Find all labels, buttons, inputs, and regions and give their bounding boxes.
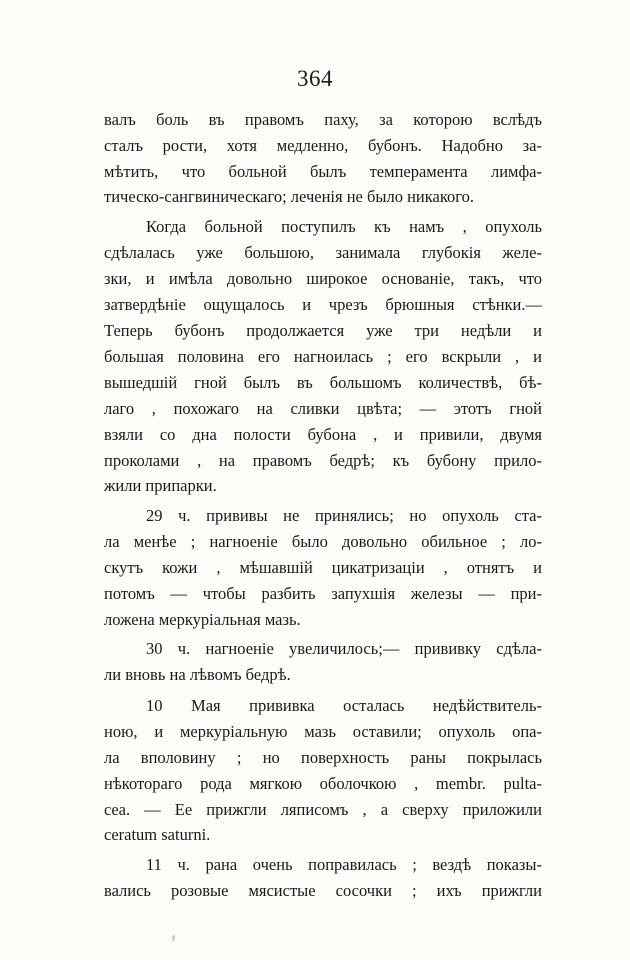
text-line: зки, и имѣла довольно широкое основаніе, такъ, что — [104, 269, 542, 288]
text-line: cea. — Ее прижгли ляписомъ , а сверху приложили — [104, 800, 542, 819]
text-line: 29 ч. прививы не принялись; но опухоль ста- — [146, 506, 542, 525]
text-line: 11 ч. рана очень поправилась ; вездѣ показы- — [146, 855, 542, 874]
text-line: вались розовые мясистые сосочки ; ихъ прижгли — [104, 881, 542, 900]
text-line: потомъ — чтобы разбить запухшія железы — при- — [104, 584, 542, 603]
text-line: скутъ кожи , мѣшавшій цикатризаціи , отнятъ и — [104, 558, 542, 577]
text-line: вышедшій гной былъ въ большомъ количествѣ, бѣ- — [104, 373, 542, 392]
text-line: Теперь бубонъ продолжается уже три недѣли и — [104, 321, 542, 340]
text-line: мѣтить, что больной былъ темперамента лимфа- — [104, 162, 542, 181]
text-line: сдѣлалась уже большою, занимала глубокія желе- — [104, 243, 542, 262]
text-line: ceratum saturni. — [104, 825, 211, 844]
text-line: ла вполовину ; но поверхность раны покрылась — [104, 748, 542, 767]
text-line: лаго , похожаго на сливки цвѣта; — этотъ гной — [104, 399, 542, 418]
text-line: нѣкотораго рода мягкою оболочкою , membr. pulta- — [104, 774, 542, 793]
text-line: 30 ч. нагноеніе увеличилось;— прививку сдѣла- — [146, 639, 542, 658]
text-line: проколами , на правомъ бедрѣ; къ бубону прило- — [104, 451, 542, 470]
text-line: валъ боль въ правомъ паху, за которою вслѣдъ — [104, 110, 542, 129]
text-line: ложена меркуріальная мазь. — [104, 610, 301, 629]
text-line: жили припарки. — [104, 476, 217, 495]
text-line: ною, и меркуріальную мазь оставили; опухоль опа- — [104, 722, 542, 741]
text-line: 10 Мая прививка осталась недѣйствитель- — [146, 696, 542, 715]
text-line: ли вновь на лѣвомъ бедрѣ. — [104, 665, 291, 684]
text-line: затвердѣніе ощущалось и чрезъ брюшныя стѣнки.— — [104, 295, 542, 314]
text-line: взяли со дна полости бубона , и привили, двумя — [104, 425, 542, 444]
text-line: Когда больной поступилъ къ намъ , опухоль — [146, 217, 542, 236]
text-line: большая половина его нагноилась ; его вскрыли , и — [104, 347, 542, 366]
page-number: 364 — [297, 66, 333, 91]
text-line: ла менѣе ; нагноеніе было довольно обильное ; ло- — [104, 532, 542, 551]
paper-smudge — [172, 935, 175, 941]
text-line: тическо-сангвиническаго; леченія не было никакого. — [104, 187, 474, 206]
text-line: сталъ рости, хотя медленно, бубонъ. Надобно за- — [104, 136, 542, 155]
